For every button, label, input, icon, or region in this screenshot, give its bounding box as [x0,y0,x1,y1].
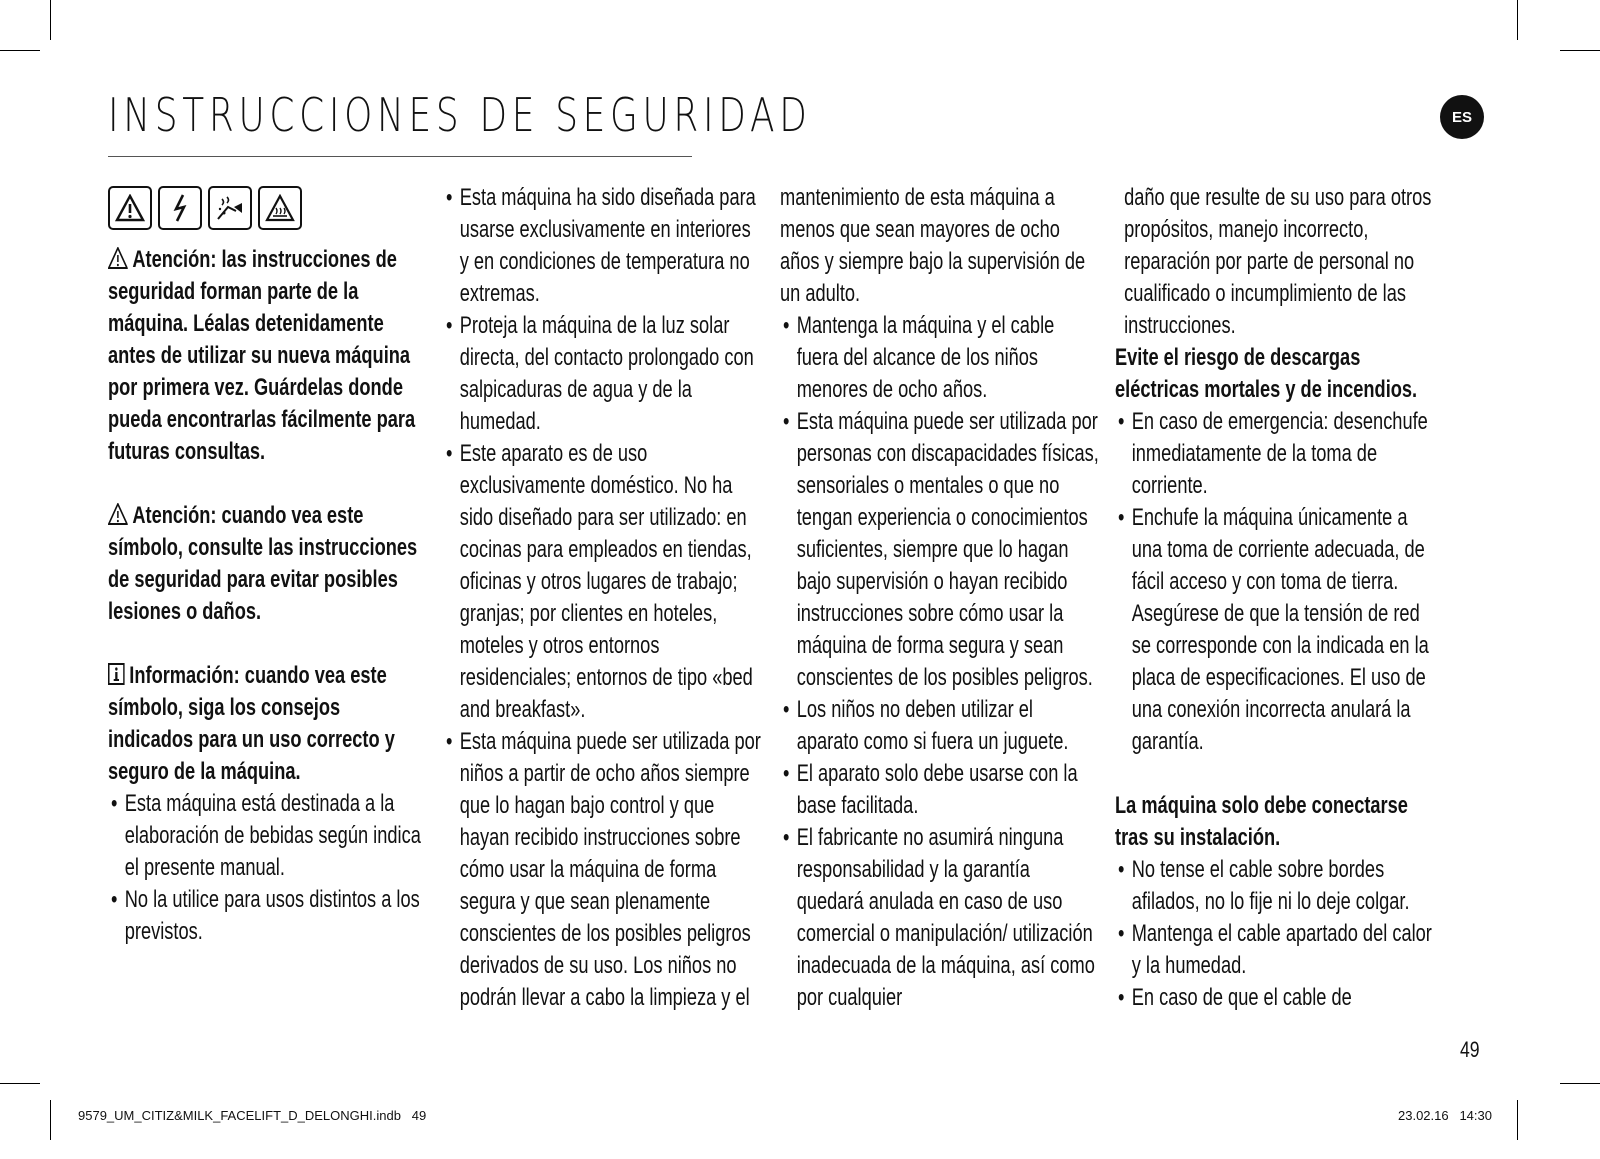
column-1 [108,182,428,948]
crop-mark [0,50,40,51]
list-item: • En caso de que el cable de [1115,982,1435,1014]
page-number: 49 [1460,1037,1480,1062]
section-heading-electric-risk: Evite el riesgo de descargas eléctricas mortales y de incendios. [1115,344,1418,403]
warning-triangle-icon [108,247,128,269]
list-item: • Este aparato es de uso exclusivamente doméstico. No ha sido diseñado para ser utilizado: en cocinas para empleados en tiendas, oficinas y otros lugares de trabajo; granjas; por clientes en hoteles, moteles y otros entornos residenciales; entornos de tipo «bed and breakfast». [443,438,763,726]
warning-triangle-icon [108,186,152,230]
list-item: • Enchufe la máquina únicamente a una toma de corriente adecuada, de fácil acceso y con toma de tierra. Asegúrese de que la tensión de red se corresponde con la indicada en la placa de especificaciones. El uso de una conexión incorrecta anulará la garantía. [1115,502,1435,758]
list-item: • El fabricante no asumirá ninguna responsabilidad y la garantía quedará anulada en caso de uso comercial o manipulación/ utilización inadecuada de la máquina, así como por cualquier [780,822,1100,1014]
list-item: • Esta máquina está destinada a la elaboración de bebidas según indica el presente manual. [108,788,428,884]
column-2 [443,182,763,1014]
list-item: • Los niños no deben utilizar el aparato como si fuera un juguete. [780,694,1100,758]
list-item: • Esta máquina puede ser utilizada por personas con discapacidades físicas, sensoriales o mentales o que no tengan experiencia o conocimientos suficientes, siempre que lo hagan bajo supervisión o hayan recibido instrucciones sobre cómo usar la máquina de forma segura y sean conscientes de los posibles peligros. [780,406,1100,694]
continued-text: daño que resulte de su uso para otros propósitos, manejo incorrecto, reparación por parte de personal no cualificado o incumplimiento de las instrucciones. [1124,184,1432,339]
footer-filename: 9579_UM_CITIZ&MILK_FACELIFT_D_DELONGHI.indb 49 [78,1108,427,1123]
notice-warning-symbol: Atención: cuando vea este símbolo, consulte las instrucciones de seguridad para evitar posibles lesiones o daños. [108,502,418,625]
list-item: • Mantenga la máquina y el cable fuera del alcance de los niños menores de ocho años. [780,310,1100,406]
electric-shock-icon [158,186,202,230]
hot-surface-icon [258,186,302,230]
list-item: • Esta máquina ha sido diseñada para usarse exclusivamente en interiores y en condiciones de temperatura no extremas. [443,182,763,310]
column-3 [780,182,1100,1014]
safety-icon-row [108,186,428,232]
info-icon [108,663,125,685]
page-title: INSTRUCCIONES DE SEGURIDAD [108,88,812,142]
list-item: • Proteja la máquina de la luz solar directa, del contacto prolongado con salpicaduras de agua y de la humedad. [443,310,763,438]
crop-mark [50,0,51,40]
scald-hazard-icon [208,186,252,230]
crop-mark [1560,1083,1600,1084]
list-item: • Mantenga el cable apartado del calor y la humedad. [1115,918,1435,982]
crop-mark [0,1083,40,1084]
crop-mark [1560,50,1600,51]
list-item: • En caso de emergencia: desenchufe inmediatamente de la toma de corriente. [1115,406,1435,502]
list-item: • El aparato solo debe usarse con la base facilitada. [780,758,1100,822]
crop-mark [1517,1100,1518,1140]
language-badge: ES [1440,95,1484,139]
footer-timestamp: 23.02.16 14:30 [1398,1108,1492,1123]
list-item: • Esta máquina puede ser utilizada por niños a partir de ocho años siempre que lo hagan bajo control y que hayan recibido instrucciones sobre cómo usar la máquina de forma segura y que sean plenamente conscientes de los posibles peligros derivados de su uso. Los niños no podrán llevar a cabo la limpieza y el [443,726,763,1014]
continued-text: mantenimiento de esta máquina a menos que sean mayores de ocho años y siempre bajo la supervisión de un adulto. [780,184,1086,307]
column-4 [1115,182,1435,1014]
section-heading-installation: La máquina solo debe conectarse tras su instalación. [1115,792,1408,851]
crop-mark [1517,0,1518,40]
warning-triangle-icon [108,503,128,525]
list-item: • No la utilice para usos distintos a los previstos. [108,884,428,948]
list-item: • No tense el cable sobre bordes afilados, no lo fije ni lo deje colgar. [1115,854,1435,918]
notice-safety-part-of-machine: Atención: las instrucciones de seguridad forman parte de la máquina. Léalas detenidamente antes de utilizar su nueva máquina por primera vez. Guárdelas donde pueda encontrarlas fácilmente para futuras consultas. [108,246,416,465]
title-divider [108,156,692,157]
notice-information-symbol: Información: cuando vea este símbolo, siga los consejos indicados para un uso correcto y seguro de la máquina. [108,662,395,785]
crop-mark [50,1100,51,1140]
